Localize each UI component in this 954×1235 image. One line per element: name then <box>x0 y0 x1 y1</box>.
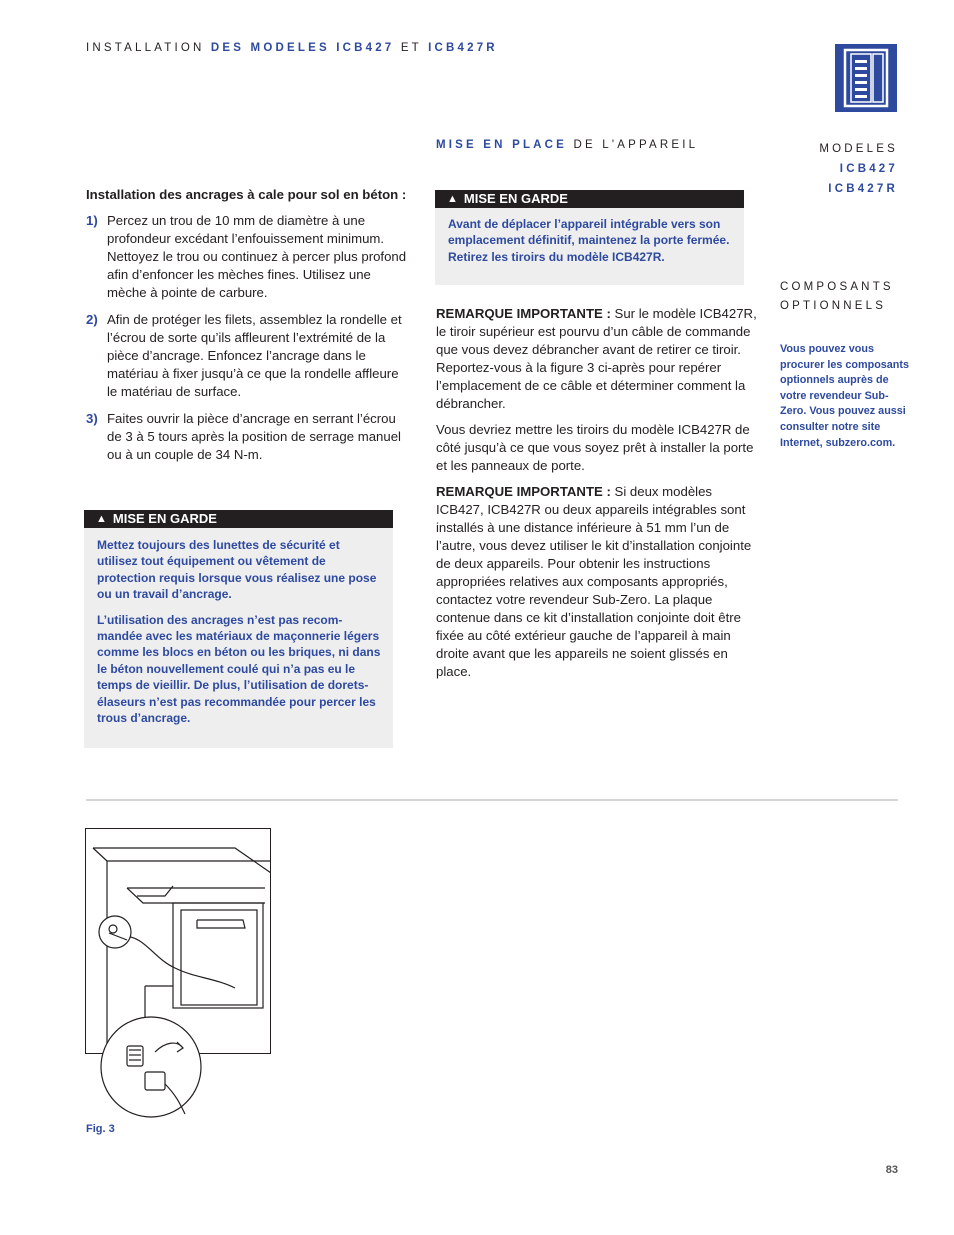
header-prefix: INSTALLATION <box>86 42 205 54</box>
step-text: Faites ouvrir la pièce d’ancrage en serrant l’écrou de 3 à 5 tours après la position de serrage manuel ou à un couple de 34 N-m. <box>107 411 401 462</box>
step-text: Percez un trou de 10 mm de diamètre à une profondeur excédant l’enfouissement minimum. Nettoyez le trou ou continuez à percer plus profond afin d’enfoncer les mèches fines. Utilisez une mèche à pointe de carbure. <box>107 213 407 300</box>
warning-triangle-icon: ▲ <box>447 193 458 205</box>
warning-box-move <box>435 190 744 285</box>
page-number: 83 <box>885 1164 898 1176</box>
options-line-1: COMPOSANTS <box>780 281 894 293</box>
note-paragraph <box>436 305 758 413</box>
header-conj: ET <box>400 42 422 54</box>
models-heading: MODELES <box>819 143 898 155</box>
section-title-rest: DE L'APPAREIL <box>573 139 699 151</box>
warning-paragraph: L’utilisation des ancrages n’est pas recommandée avec les matériaux de maçonnerie légers comme les blocs en béton ou les briques, ni dans le béton nouvellement coulé qui n’a pas eu le temps de vieillir. De plus, l’utilisation de dorets-élaseurs n’est pas recommandée pour percer les trous d’ancrage. <box>97 612 381 726</box>
body-paragraph: Vous devriez mettre les tiroirs du modèle ICB427R de côté jusqu’à ce que vous soyez prêt à installer la porte et les panneaux de porte. <box>436 422 754 473</box>
section-title-bold: MISE EN PLACE <box>436 139 568 151</box>
note-label: REMARQUE IMPORTANTE : <box>436 306 611 321</box>
sidebar-options-heading <box>780 278 894 316</box>
warning-triangle-icon: ▲ <box>96 513 107 525</box>
list-item <box>86 311 408 401</box>
figure-caption: Fig. 3 <box>86 1123 115 1135</box>
warning-paragraph: Mettez toujours des lunettes de sécurité et utilisez tout équipement ou vêtement de protection requis lorsque vous réalisez une pose ou un travail d’ancrage. <box>97 538 377 602</box>
list-item <box>86 410 408 464</box>
warning-bar <box>84 510 393 528</box>
warning-title: MISE EN GARDE <box>463 191 568 206</box>
middle-column <box>436 305 758 689</box>
left-column <box>86 186 408 473</box>
warning-title: MISE EN GARDE <box>112 511 217 526</box>
divider <box>86 799 898 801</box>
warning-box-anchors <box>84 510 393 748</box>
model-b: ICB427R <box>828 183 898 195</box>
warning-bar <box>435 190 744 208</box>
warning-paragraph: Avant de déplacer l’appareil intégrable vers son emplacement définitif, maintenez la porte fermée. Retirez les tiroirs du modèle ICB427R. <box>448 217 730 264</box>
running-header <box>86 42 498 54</box>
built-in-appliance-icon <box>835 44 897 112</box>
step-number: 2) <box>86 312 98 327</box>
list-item <box>86 212 408 302</box>
step-number: 3) <box>86 411 98 426</box>
sidebar-models <box>819 139 898 199</box>
anchor-subhead: Installation des ancrages à cale pour sol en béton : <box>86 187 407 202</box>
step-text: Afin de protéger les filets, assemblez la rondelle et l’écrou de sorte qu’ils affleurent l’extrémité de la pièce d’ancrage. Enfoncez l’ancrage dans le matériau à fixer jusqu’à ce que la rondelle affleure le matériau de surface. <box>107 312 402 399</box>
header-model2: ICB427R <box>428 42 498 54</box>
figure-drawer-cable <box>85 828 271 1118</box>
note-text: Si deux modèles ICB427, ICB427R ou deux appareils intégrables sont installés à une distance inférieure à 51 mm l’un de l’autre, vous devez utiliser le kit d’installation conjointe de deux appareils. Pour obtenir les instructions appropriées relatives aux composants appropriés, contactez votre revendeur Sub-Zero. La plaque contenue dans ce kit d’installation conjointe doit être fixée au côté extérieur gauche de l’appareil à main droite avant que les appareils ne soient glissés en place. <box>436 484 752 679</box>
note-label: REMARQUE IMPORTANTE : <box>436 484 611 499</box>
section-title <box>436 139 698 151</box>
note-text: Sur le modèle ICB427R, le tiroir supérieur est pourvu d’un câble de commande que vous devez débrancher avant de retirer ce tiroir. Reportez-vous à la figure 3 ci-après pour repérer l’emplacement de ce câble et déterminer comment la débrancher. <box>436 306 757 411</box>
sidebar-note: Vous pouvez vous procurer les composants optionnels auprès de votre revendeur Sub-Zero. Vous pouvez aussi consulter notre site Internet, subzero.com. <box>780 343 910 449</box>
header-models: DES MODELES ICB427 <box>210 42 395 54</box>
note-paragraph <box>436 483 758 681</box>
model-a: ICB427 <box>839 163 898 175</box>
options-line-2: OPTIONNELS <box>780 300 887 312</box>
step-number: 1) <box>86 213 98 228</box>
